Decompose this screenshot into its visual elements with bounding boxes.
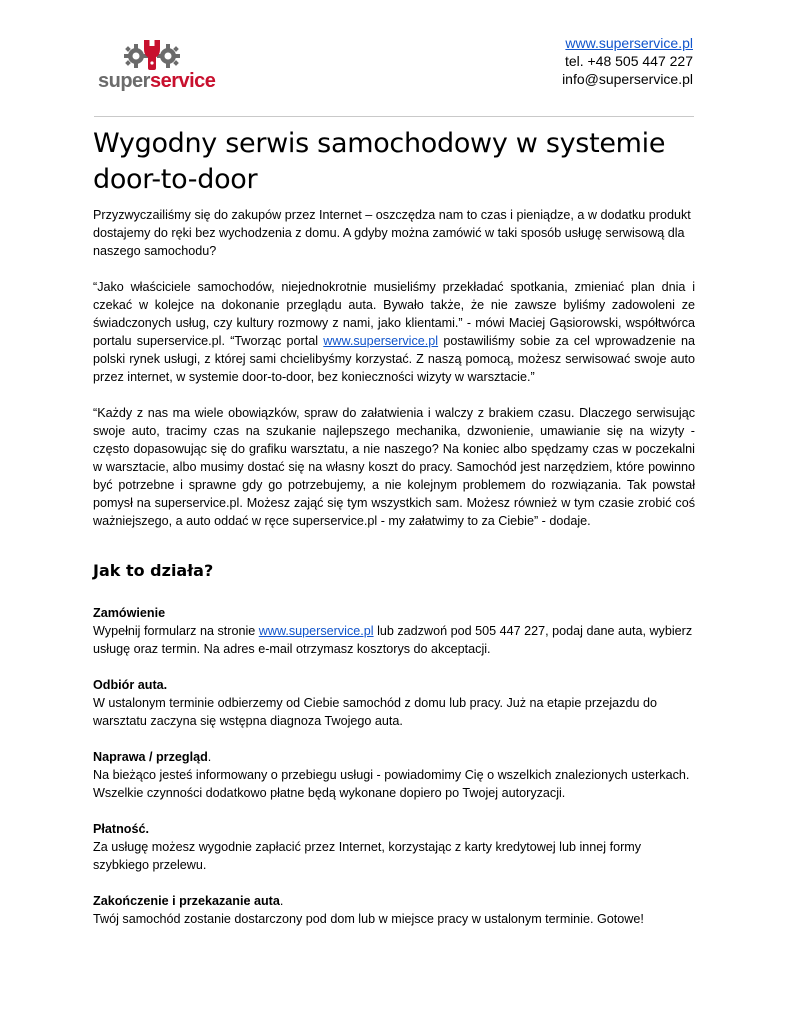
step-title-line xyxy=(93,748,695,766)
how-it-works-heading: Jak to działa? xyxy=(93,561,214,580)
step-website-link[interactable]: www.superservice.pl xyxy=(258,624,374,638)
step-title: Zamówienie xyxy=(93,606,166,620)
step-title: Płatność. xyxy=(93,822,149,836)
step-repair xyxy=(93,748,695,802)
step-text: W ustalonym terminie odbierzemy od Ciebie samochód z domu lub pracy. Już na etapie przejazdu do warsztatu zaczyna się wstępna diagnoza Twojego auta. xyxy=(93,696,657,728)
step-text xyxy=(93,622,695,658)
step-title-suffix: . xyxy=(207,750,212,764)
step-text: Na bieżąco jesteś informowany o przebiegu usługi - powiadomimy Cię o wszelkich znalezionych usterkach. Wszelkie czynności dodatkowo płatne będą wykonane dopiero po Twojej autoryzacji. xyxy=(93,768,690,800)
step-order xyxy=(93,604,695,658)
quote1-text-start: “Jako właściciele samochodów, niejednokrotnie musieliśmy przekładać spotkania, zmieniać plan dnia i czekać w kolejce na dokonanie przeglądu auta. Bywało także, że nie zawsze byliśmy zadowoleni ze świadczonych usług, czy kultury rozmowy z nami, jako klientami.” - mówi Maciej Gąsiorowski, współtwórca portalu superservice.pl. “Tworząc portal xyxy=(93,280,695,348)
step-text-start: Wypełnij formularz na stronie xyxy=(93,624,259,638)
quote1-text-end: postawiliśmy sobie za cel wprowadzenie na polski rynek usługi, z której sami chcielibyśmy korzystać. Z naszą pomocą, możesz serwisować swoje auto przez internet, w systemie door-to-door, bez konieczności wizyty w warsztacie.” xyxy=(93,334,695,384)
step-title: Naprawa / przegląd xyxy=(93,750,208,764)
logo-wordmark xyxy=(98,70,215,93)
step-title: Odbiór auta xyxy=(93,678,164,692)
superservice-logo[interactable] xyxy=(98,34,218,92)
step-text: Za usługę możesz wygodnie zapłacić przez Internet, korzystając z karty kredytowej lub innej formy szybkiego przelewu. xyxy=(93,840,642,872)
article-body xyxy=(93,126,695,928)
quote1-website-link[interactable]: www.superservice.pl xyxy=(323,334,439,348)
step-title-suffix: . xyxy=(163,678,168,692)
header-divider xyxy=(94,116,694,117)
title-line-1: Wygodny serwis samochodowy w systemie xyxy=(93,128,666,159)
quote-paragraph-2: “Każdy z nas ma wiele obowiązków, spraw do załatwienia i walczy z brakiem czasu. Dlaczego serwisując swoje auto, tracimy czas na szukanie najlepszego mechanika, dzwonienie, umawianie się na wizyty - często dopasowując się do grafiku warsztatu, a nie naszego? Na koniec albo spędzamy czas w poczekalni w warsztacie, albo musimy dostać się na własny koszt do pracy. Samochód jest narzędziem, które powinno być potrzebne i sprawne gdy go potrzebujemy, a nie kolejnym problemem do rozwiązania. Tak powstał pomysł na superservice.pl. Możesz zająć się tym wszystkich sam. Możesz również w tym czasie zrobić coś ważniejszego, a auto oddać w ręce superservice.pl - my załatwimy to za Ciebie” - dodaje. xyxy=(93,406,695,528)
phone-number: tel. +48 505 447 227 xyxy=(564,53,693,69)
step-text-end: lub zadzwoń pod 505 447 227, podaj dane auta, wybierz usługę oraz termin. Na adres e-mail otrzymasz kosztorys do akceptacji. xyxy=(93,624,693,656)
contact-block xyxy=(562,34,693,88)
intro-paragraph: Przyzwyczailiśmy się do zakupów przez Internet – oszczędza nam to czas i pieniądze, a w dodatku produkt dostajemy do ręki bez wychodzenia z domu. A gdyby można zamówić w taki sposób usługę serwisową dla naszego samochodu? xyxy=(93,208,691,258)
step-text: Twój samochód zostanie dostarczony pod dom lub w miejsce pracy w ustalonym terminie. Gotowe! xyxy=(93,912,644,926)
step-pickup xyxy=(93,676,695,730)
logo-word-service: service xyxy=(149,70,216,92)
website-link[interactable]: www.superservice.pl xyxy=(565,35,693,51)
gear-wrench-logo-icon xyxy=(122,34,182,72)
step-title-line xyxy=(93,676,695,694)
email-address: info@superservice.pl xyxy=(562,71,693,87)
step-title: Zakończenie i przekazanie auta xyxy=(93,894,280,908)
step-title-line xyxy=(93,892,695,910)
step-title-suffix: . xyxy=(279,894,284,908)
step-payment xyxy=(93,820,695,874)
logo-word-super: super xyxy=(98,70,150,92)
article-title xyxy=(93,126,695,198)
step-delivery xyxy=(93,892,695,928)
quote-paragraph-1 xyxy=(93,278,695,386)
title-line-2: door-to-door xyxy=(93,164,258,195)
